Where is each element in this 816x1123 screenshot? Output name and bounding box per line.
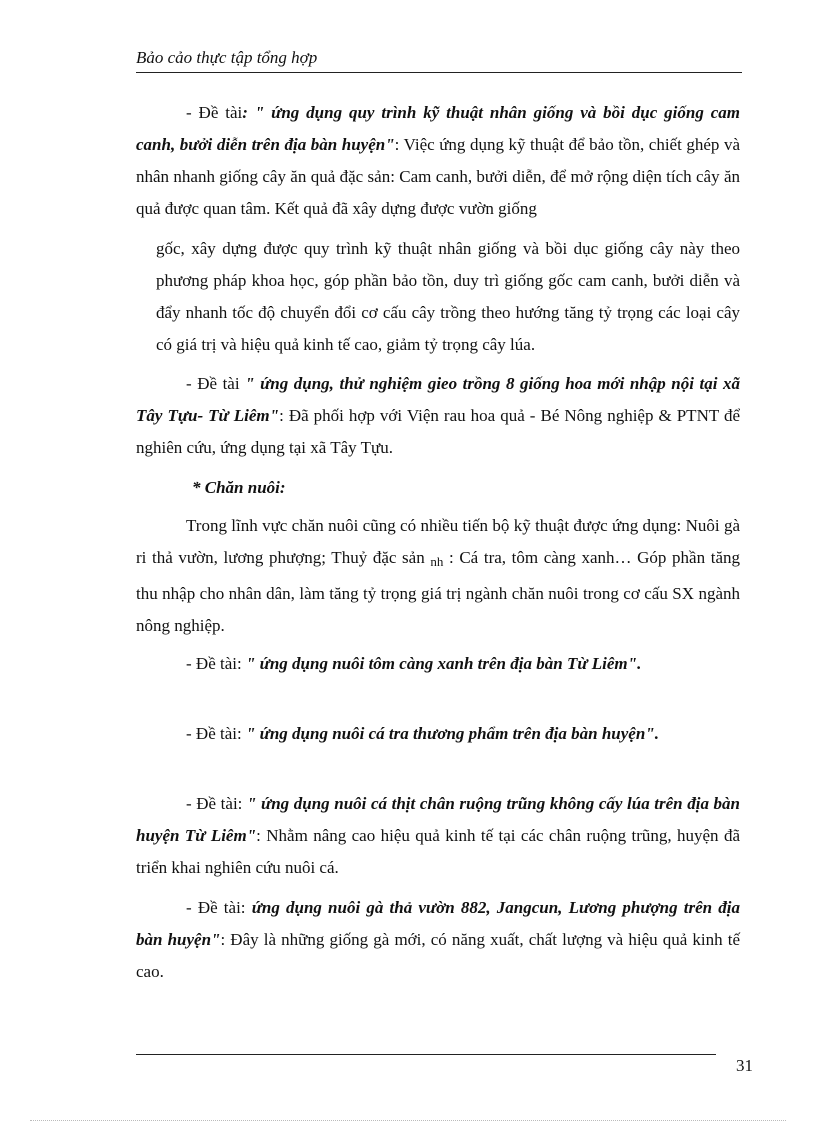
topic-flower-paragraph: - Đề tài " ứng dụng, thử nghiệm gieo trồng 8 giống hoa mới nhập nội tại xã Tây Tựu- Từ Liêm": Đã phối hợp với Viện rau hoa quả - Bé Nông nghiệp & PTNT để nghiên cứu, ứng dụng tại xã Tây Tựu. [136,374,740,457]
topic-cam-canh-paragraph: - Đề tài: " ứng dụng quy trình kỹ thuật nhân giống và bồi dục giống cam canh, bưởi diễn trên địa bàn huyện": Việc ứng dụng kỹ thuật để bảo tồn, chiết ghép và nhân nhanh giống cây ăn quả đặc sản: Cam canh, bưởi diễn, để mở rộng diện tích cây ăn quả được quan tâm. Kết quả đã xây dựng được vườn giống [136,103,740,218]
topic-title: " ứng dụng nuôi tôm càng xanh trên địa bàn Từ Liêm". [245,654,642,673]
topic-title: " ứng dụng nuôi cá thịt chân ruộng trũng không cấy lúa trên địa bàn huyện Từ Liêm" [136,794,740,845]
page-number: 31 [736,1056,753,1075]
topic-chicken-paragraph: - Đề tài: ứng dụng nuôi gà thả vườn 882, Jangcun, Lương phượng trên địa bàn huyện": Đây là những giống gà mới, có năng xuất, chất lượng và hiệu quả kinh tế cao. [136,898,740,981]
topic-title: ứng dụng nuôi gà thả vườn 882, Jangcun, Lương phượng trên địa bàn huyện" [136,898,740,949]
topic-title: " ứng dụng nuôi cá tra thương phẩm trên địa bàn huyện". [245,724,659,743]
header-title: Bảo cảo thực tập tổng hợp [136,48,318,67]
page-header [136,48,742,73]
topic-title: : " ứng dụng quy trình kỹ thuật nhân giống và bồi dục giống cam canh, bưởi diễn trên địa bàn huyện" [136,103,740,154]
topic-shrimp-paragraph: - Đề tài: " ứng dụng nuôi tôm càng xanh trên địa bàn Từ Liêm". [186,654,642,673]
cam-canh-result-paragraph: gốc, xây dựng được quy trình kỹ thuật nhân giống và bồi dục giống cây này theo phương pháp khoa học, góp phần bảo tồn, duy trì giống gốc cam canh, bưởi diễn và đẩy nhanh tốc độ chuyển đổi cơ cấu cây trồng theo hướng tăng tỷ trọng các loại cây có giá trị và hiệu quả kinh tế cao, giảm tỷ trọng cây lúa. [156,239,740,354]
topic-catfish-paragraph: - Đề tài: " ứng dụng nuôi cá tra thương phẩm trên địa bàn huyện". [186,724,659,743]
topic-title: " ứng dụng, thử nghiệm gieo trồng 8 giống hoa mới nhập nội tại xã Tây Tựu- Từ Liêm" [136,374,740,425]
section-livestock-heading: * Chăn nuôi: [192,478,286,497]
page-bottom-border [30,1120,786,1121]
livestock-paragraph: Trong lĩnh vực chăn nuôi cũng có nhiều tiến bộ kỹ thuật được ứng dụng: Nuôi gà ri thả vườn, lương phượng; Thuỷ đặc sản $_{nh}$ : Cá tra, tôm càng xanh… Góp phần tăng thu nhập cho nhân dân, làm tăng tỷ trọng giá trị ngành chăn nuôi trong cơ cấu SX ngành nông nghiệp. [136,516,740,635]
footer-divider [136,1054,716,1055]
topic-fish-field-paragraph: - Đề tài: " ứng dụng nuôi cá thịt chân ruộng trũng không cấy lúa trên địa bàn huyện Từ Liêm": Nhằm nâng cao hiệu quả kinh tế tại các chân ruộng trũng, huyện đã triển khai nghiên cứu nuôi cá. [136,794,740,877]
